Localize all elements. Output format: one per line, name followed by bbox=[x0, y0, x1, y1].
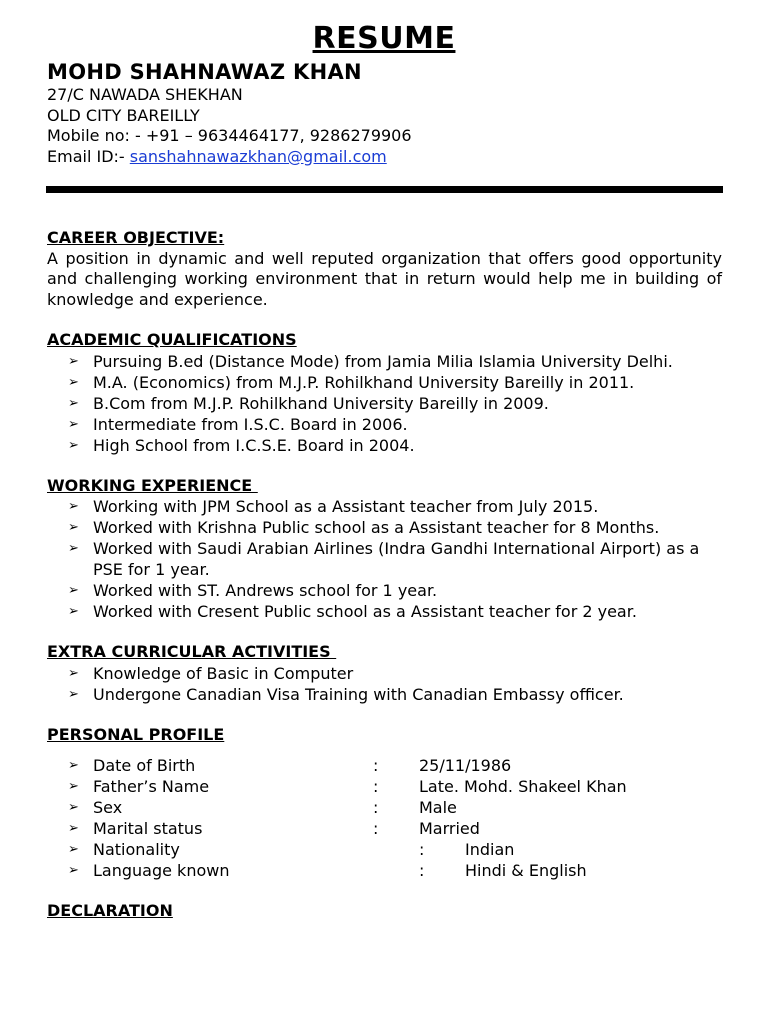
arrow-bullet-icon: ➢ bbox=[68, 842, 79, 857]
list-item: ➢ M.A. (Economics) from M.J.P. Rohilkhand University Bareilly in 2011. bbox=[68, 372, 635, 392]
list-item: ➢ Working with JPM School as a Assistant teacher from July 2015. bbox=[68, 497, 599, 516]
profile-row: ➢ Marital status : Married bbox=[68, 819, 480, 838]
extra-curricular-heading: EXTRA CURRICULAR ACTIVITIES bbox=[47, 642, 337, 661]
list-item: ➢ Pursuing B.ed (Distance Mode) from Jamia Milia Islamia University Delhi. bbox=[68, 351, 673, 371]
arrow-bullet-icon: ➢ bbox=[68, 499, 79, 514]
personal-profile-heading: PERSONAL PROFILE bbox=[47, 724, 225, 744]
resume-body bbox=[47, 228, 722, 922]
arrow-bullet-icon: ➢ bbox=[68, 437, 79, 453]
objective-heading: CAREER OBJECTIVE: bbox=[47, 228, 225, 247]
profile-row: ➢ Sex : Male bbox=[68, 798, 457, 817]
profile-row: ➢ Father’s Name : Late. Mohd. Shakeel Khan bbox=[68, 777, 627, 796]
arrow-bullet-icon: ➢ bbox=[68, 686, 79, 702]
arrow-bullet-icon: ➢ bbox=[68, 395, 79, 411]
arrow-bullet-icon: ➢ bbox=[68, 604, 79, 619]
list-item: ➢ Intermediate from I.S.C. Board in 2006. bbox=[68, 414, 408, 434]
arrow-bullet-icon: ➢ bbox=[68, 779, 79, 794]
arrow-bullet-icon: ➢ bbox=[68, 374, 79, 390]
mobile-number: Mobile no: - +91 – 9634464177, 9286279906 bbox=[47, 126, 412, 145]
objective-text: A position in dynamic and well reputed organization that offers good opportunity and challenging working environment that in return would help me in building of knowledge and experience. bbox=[47, 248, 722, 309]
page-title: RESUME bbox=[312, 21, 456, 56]
arrow-bullet-icon: ➢ bbox=[68, 541, 79, 556]
contact-header bbox=[47, 59, 727, 167]
arrow-bullet-icon: ➢ bbox=[68, 520, 79, 535]
list-item: ➢ High School from I.C.S.E. Board in 2004. bbox=[68, 435, 415, 455]
list-item: ➢ Worked with Krishna Public school as a Assistant teacher for 8 Months. bbox=[68, 518, 660, 537]
list-item: ➢ Knowledge of Basic in Computer bbox=[68, 663, 354, 683]
profile-row: ➢ Nationality : Indian bbox=[68, 840, 515, 859]
experience-list bbox=[47, 496, 722, 622]
list-item: ➢ Undergone Canadian Visa Training with Canadian Embassy officer. bbox=[68, 684, 624, 704]
experience-heading: WORKING EXPERIENCE bbox=[47, 475, 258, 495]
email-label: Email ID:- bbox=[47, 146, 130, 166]
academic-list bbox=[47, 351, 722, 456]
arrow-bullet-icon: ➢ bbox=[68, 863, 79, 878]
list-item: ➢ B.Com from M.J.P. Rohilkhand University Bareilly in 2009. bbox=[68, 393, 549, 413]
arrow-bullet-icon: ➢ bbox=[68, 821, 79, 836]
arrow-bullet-icon: ➢ bbox=[68, 800, 79, 815]
list-item: ➢ Worked with ST. Andrews school for 1 year. bbox=[68, 581, 438, 600]
email-link[interactable]: sanshahnawazkhan@gmail.com bbox=[129, 146, 387, 166]
profile-row: ➢ Language known : Hindi & English bbox=[68, 861, 587, 880]
list-item: ➢ Worked with Cresent Public school as a Assistant teacher for 2 year. bbox=[68, 602, 637, 621]
arrow-bullet-icon: ➢ bbox=[68, 583, 79, 598]
extra-curricular-list bbox=[47, 663, 722, 705]
personal-profile-list bbox=[47, 755, 722, 881]
arrow-bullet-icon: ➢ bbox=[68, 665, 79, 681]
academic-heading: ACADEMIC QUALIFICATIONS bbox=[47, 330, 297, 349]
list-item: ➢ Worked with Saudi Arabian Airlines (Indra Gandhi International Airport) as a PSE for 1 year. bbox=[68, 539, 700, 579]
email-line bbox=[47, 147, 727, 168]
arrow-bullet-icon: ➢ bbox=[68, 353, 79, 369]
arrow-bullet-icon: ➢ bbox=[68, 758, 79, 773]
address-line-1: 27/C NAWADA SHEKHAN bbox=[47, 85, 243, 104]
declaration-heading: DECLARATION bbox=[47, 901, 173, 920]
profile-row: ➢ Date of Birth : 25/11/1986 bbox=[68, 756, 512, 775]
arrow-bullet-icon: ➢ bbox=[68, 416, 79, 432]
address-line-2: OLD CITY BAREILLY bbox=[47, 105, 200, 125]
candidate-name: MOHD SHAHNAWAZ KHAN bbox=[47, 60, 362, 84]
header-divider bbox=[46, 186, 723, 193]
